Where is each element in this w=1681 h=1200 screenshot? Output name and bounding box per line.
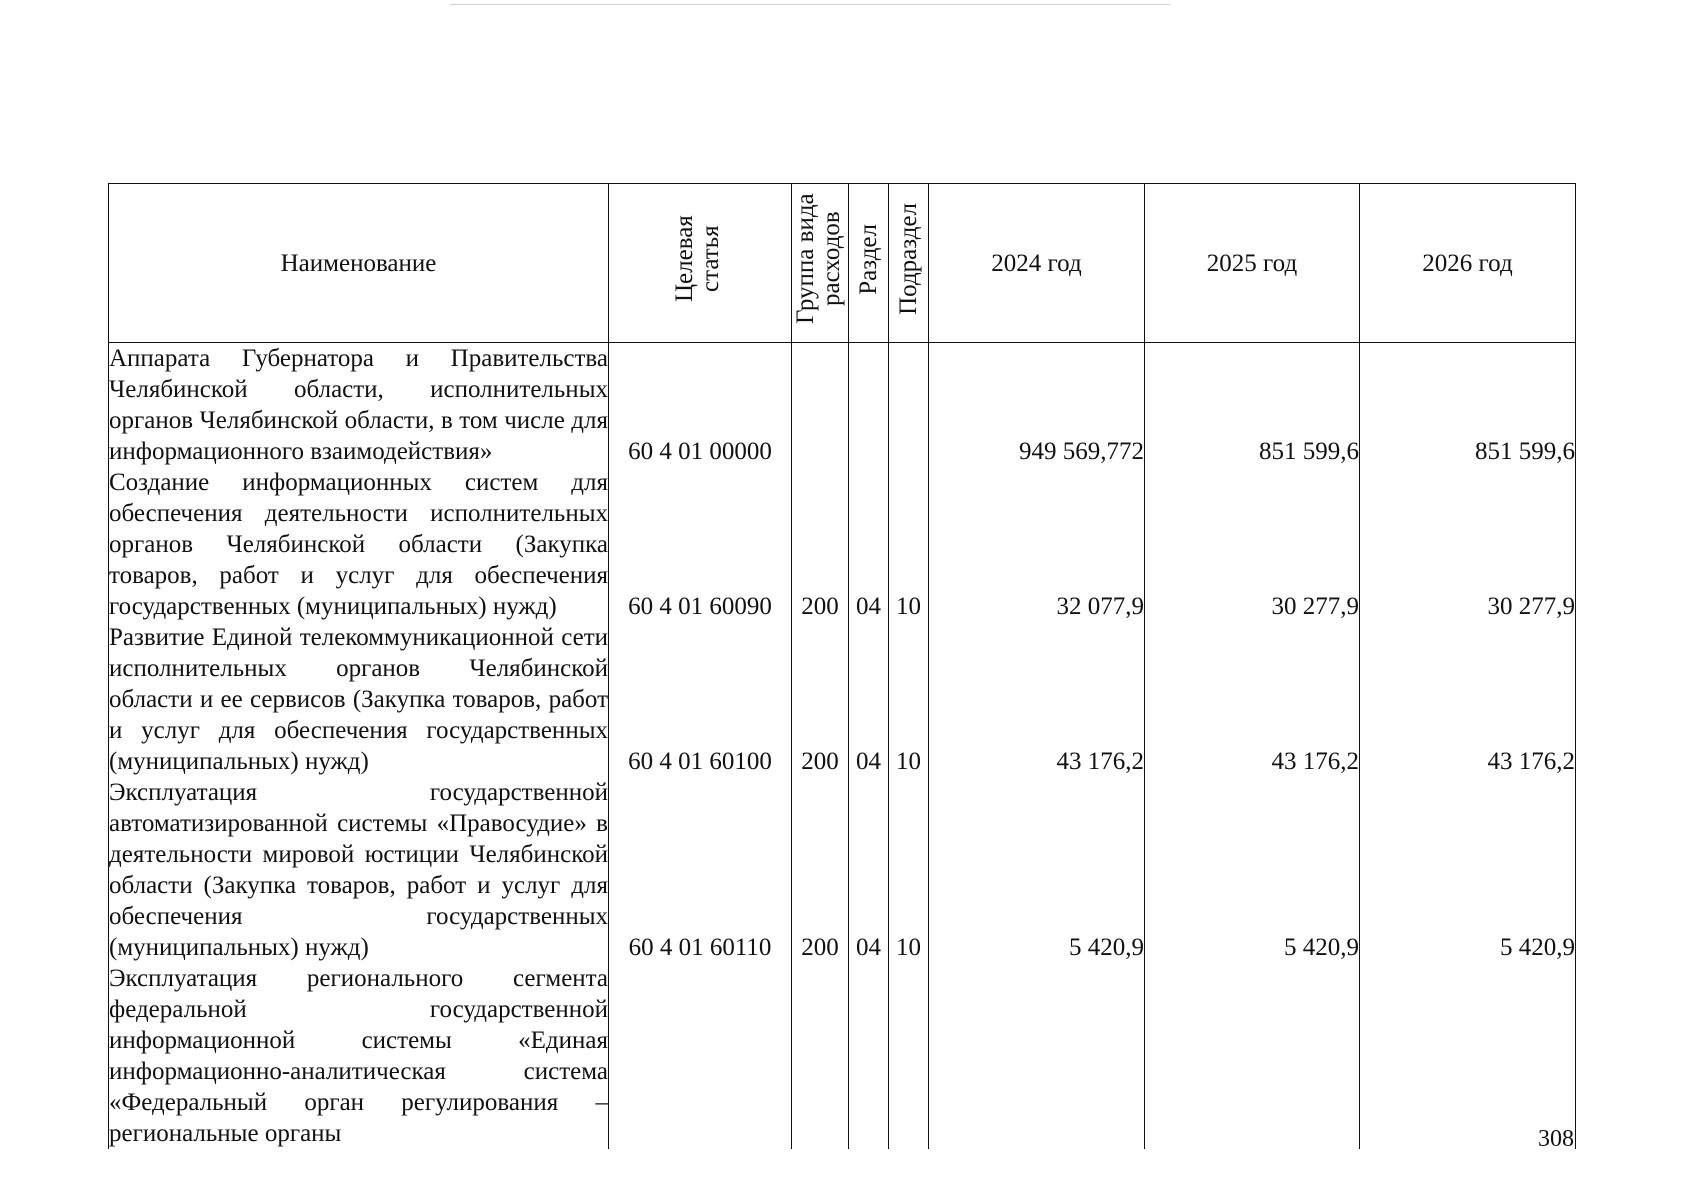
- header-section: Раздел: [849, 184, 889, 343]
- header-year-2025: 2025 год: [1145, 184, 1360, 343]
- row-amount-2024: 43 176,2: [929, 622, 1145, 777]
- row-target-article: 60 4 01 60110: [609, 777, 792, 963]
- table-row: [109, 777, 1576, 963]
- row-subsection: 10: [889, 622, 929, 777]
- row-amount-2024: 32 077,9: [929, 467, 1145, 622]
- row-amount-2024: [929, 963, 1145, 1149]
- row-section: [849, 963, 889, 1149]
- row-expense-group: 200: [792, 467, 849, 622]
- row-amount-2026: [1360, 963, 1576, 1149]
- budget-table: [108, 183, 1576, 1149]
- row-amount-2025: 43 176,2: [1145, 622, 1360, 777]
- table-row: [109, 343, 1576, 468]
- table-row: [109, 963, 1576, 1149]
- row-amount-2026: 43 176,2: [1360, 622, 1576, 777]
- row-amount-2026: 851 599,6: [1360, 343, 1576, 468]
- row-section: 04: [849, 467, 889, 622]
- row-subsection: [889, 343, 929, 468]
- row-expense-group: 200: [792, 777, 849, 963]
- row-section: [849, 343, 889, 468]
- row-section: 04: [849, 777, 889, 963]
- page-number: 308: [1538, 1126, 1574, 1152]
- row-subsection: 10: [889, 467, 929, 622]
- row-target-article: 60 4 01 60090: [609, 467, 792, 622]
- row-amount-2026: 5 420,9: [1360, 777, 1576, 963]
- row-subsection: 10: [889, 777, 929, 963]
- table-header-row: [109, 184, 1576, 343]
- row-subsection: [889, 963, 929, 1149]
- row-amount-2025: 851 599,6: [1145, 343, 1360, 468]
- row-name: Эксплуатация государственной автоматизированной системы «Правосудие» в деятельности мировой юстиции Челябинской области (Закупка товаров, работ и услуг для обеспечения государственных (муниципальных) нужд): [109, 779, 608, 961]
- row-name: Развитие Единой телекоммуникационной сети исполнительных органов Челябинской области и ее сервисов (Закупка товаров, работ и услуг для обеспечения государственных (муниципальных) нужд): [109, 624, 608, 775]
- scan-artifact-line: [450, 4, 1170, 5]
- row-expense-group: [792, 343, 849, 468]
- header-subsection: Подраздел: [889, 184, 929, 343]
- row-section: 04: [849, 622, 889, 777]
- row-target-article: 60 4 01 00000: [609, 343, 792, 468]
- row-amount-2024: 5 420,9: [929, 777, 1145, 963]
- table-row: [109, 622, 1576, 777]
- header-name: Наименование: [109, 184, 609, 343]
- row-amount-2026: 30 277,9: [1360, 467, 1576, 622]
- row-amount-2024: 949 569,772: [929, 343, 1145, 468]
- row-amount-2025: 5 420,9: [1145, 777, 1360, 963]
- row-name: Создание информационных систем для обеспечения деятельности исполнительных органов Челябинской области (Закупка товаров, работ и услуг для обеспечения государственных (муниципальных) нужд): [109, 469, 608, 620]
- row-expense-group: 200: [792, 622, 849, 777]
- header-target-article: Целевая статья: [609, 184, 792, 343]
- row-target-article: 60 4 01 60100: [609, 622, 792, 777]
- row-name: Аппарата Губернатора и Правительства Челябинской области, исполнительных органов Челябинской области, в том числе для информационного взаимодействия»: [109, 343, 609, 468]
- header-year-2024: 2024 год: [929, 184, 1145, 343]
- header-year-2026: 2026 год: [1360, 184, 1576, 343]
- row-amount-2025: 30 277,9: [1145, 467, 1360, 622]
- row-target-article: [609, 963, 792, 1149]
- row-expense-group: [792, 963, 849, 1149]
- header-expense-group: Группа вида расходов: [792, 184, 849, 343]
- row-name: Эксплуатация регионального сегмента федеральной государственной информационной системы «Единая информационно-аналитическая система «Федеральный орган регулирования – региональные органы: [109, 965, 608, 1147]
- row-amount-2025: [1145, 963, 1360, 1149]
- table-row: [109, 467, 1576, 622]
